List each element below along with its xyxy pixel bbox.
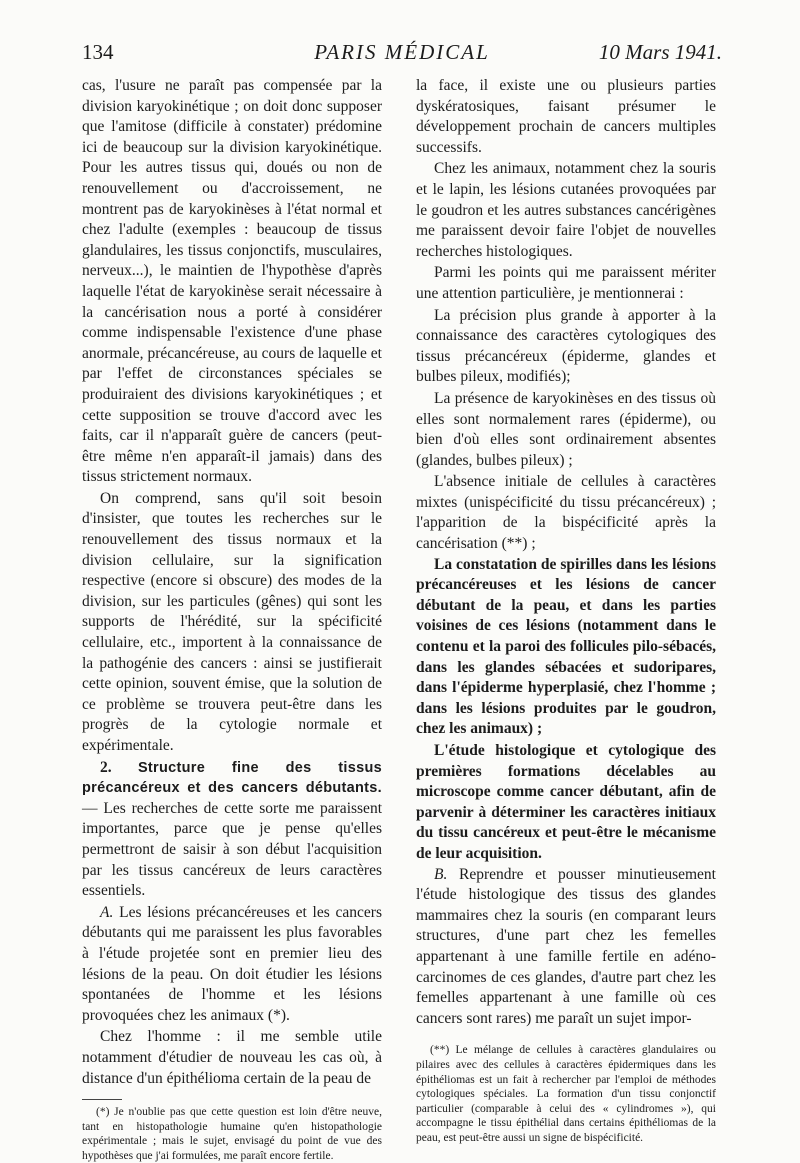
journal-title: PARIS MÉDICAL <box>314 40 490 64</box>
paragraph-text: Les lésions précancéreuses et les cancers débutants qui me paraissent les plus favorables à l'étude projetée sont en premier lieu des lésions de la peau. On doit étudier les lésions spontanées de l'homme et les lésions provoquées chez les animaux (*). <box>82 903 382 1024</box>
paragraph: cas, l'usure ne paraît pas compensée par la division karyokinétique ; on doit donc supposer que l'amitose (difficile à constater) prédomine ici de beaucoup sur la division karyokinétique. Pour les autres tissus qui, doués ou non de renouvellement ou d'accroissement, ne montrent pas de karyokinèses à l'état normal et chez l'adulte (exemples : beaucoup de tissus glandulaires, les tissus conjonctifs, musculaires, nerveux...), le maintien de l'hypothèse d'après laquelle l'état de karyokinèse serait nécessaire à la cancérisation nous a porté à considérer comme indispensable l'existence d'une phase anormale, précancéreuse, au cours de laquelle et par l'effet de circonstances spéciales se produiraient des divisions karyokinétiques ; et cette supposition se trouve d'accord avec les faits, car il n'apparaît guère de cancers (peut-être même n'en apparaît-il jamais) dans des tissus strictement normaux. <box>82 77 382 486</box>
bold-list <box>416 555 716 865</box>
issue-date: 10 Mars 1941. <box>598 40 722 64</box>
footnote-text: (*) Je n'oublie pas que cette question est loin d'être neuve, tant en histopathologie humaine qu'en histopathologie expérimentale ; mais le sujet, envisagé du point de vue des hypothèses que j'ai formulées, me paraît encore fertile. <box>82 1106 382 1162</box>
section-title: Structure fine des tissus précancéreux et des cancers débutants. <box>82 759 383 797</box>
right-column <box>416 76 716 1145</box>
paragraph: Parmi les points qui me paraissent mériter une attention particulière, je mentionnerai : <box>416 264 716 302</box>
footnote-divider <box>82 1099 122 1100</box>
paragraph: On comprend, sans qu'il soit besoin d'insister, que toutes les recherches sur le renouvellement des tissus normaux et la division cellulaire, sur la signification respective (encore si obscure) des modes de la division, sur les particules (gênes) qui sont les supports de l'hérédité, sur la spécificité cellulaire, etc., importent à la connaissance de la pathogénie des cancers : ainsi se justifierait cette opinion, souvent émise, que la solution de ce problème se trouvera peut-être dans les progrès de la cytologie normale et expérimentale. <box>82 489 382 754</box>
footnote <box>416 1043 716 1145</box>
footnote <box>82 1105 382 1163</box>
section-number: 2. <box>100 758 112 776</box>
list-item: La précision plus grande à apporter à la connaissance des caractères cytologiques des tissus précancéreux (épiderme, glandes et bulbes pileux, modifiés); <box>416 306 716 386</box>
paragraph-letter: B. <box>434 865 448 883</box>
paragraph-text: Reprendre et pousser minutieusement l'étude histologique des tissus des glandes mammaires chez la souris (en comparant leurs structures, d'une part chez les femelles appartenant à une famille fertile en adéno-carcinomes de ces glandes, d'autre part chez les femelles appartenant à une famille où ces cancers sont rares) me paraît un sujet impor- <box>416 865 716 1027</box>
list-item: La constatation de spirilles dans les lésions précancéreuses et les lésions de cancer débutant de la peau, et dans les parties voisines de ces lésions (notamment dans le contenu et la paroi des follicules pilo-sébacés, dans les glandes sébacées et sudoripares, dans l'épiderme hyperplasié, chez l'homme ; dans les lésions produites par le goudron, chez les animaux) ; <box>416 555 716 738</box>
list-item: L'étude histologique et cytologique des premières formations décelables au microscope comme cancer débutant, afin de parvenir à déterminer les caractères initiaux du tissu cancéreux et peut-être le mécanisme de leur acquisition. <box>416 742 716 862</box>
page-number: 134 <box>82 40 114 64</box>
section-text: — Les recherches de cette sorte me paraissent importantes, parce que je pense qu'elles permettront de saisir à son début l'acquisition par les tissus cancéreux de leurs caractères essentiels. <box>82 799 382 900</box>
footnote-text: (**) Le mélange de cellules à caractères glandulaires ou pilaires avec des cellules à caractères épidermiques dans les épithéliomas est un fait à rechercher par l'emploi de méthodes cytologiques spéciales. La formation d'un tissu conjonctif particulier (comparable à celui des « cylindromes »), qui accompagne le tissu épithélial dans certains épithéliomas de la peau, est peut-être aussi un signe de bispécificité. <box>416 1044 716 1144</box>
paragraph: Chez les animaux, notamment chez la souris et le lapin, les lésions cutanées provoquées par le goudron et les autres substances cancérigènes me paraissent devoir faire l'objet de nouvelles recherches histologiques. <box>416 160 716 260</box>
paragraph: la face, il existe une ou plusieurs parties dyskératosiques, faisant présumer le développement prochain de cancers multiples successifs. <box>416 77 716 156</box>
paragraph: Chez l'homme : il me semble utile notamment d'étudier de nouveau les cas où, à distance d'un épithélioma certain de la peau de <box>82 1028 382 1087</box>
list-item: L'absence initiale de cellules à caractères mixtes (unispécificité du tissu précancéreux) ; l'apparition de la bispécificité après la cancérisation (**) ; <box>416 473 716 553</box>
running-header <box>82 40 722 80</box>
paragraph-letter: A. <box>100 903 114 921</box>
paragraph-b <box>416 865 716 1030</box>
left-column <box>82 76 382 1163</box>
paragraph-a <box>82 903 382 1027</box>
section-paragraph <box>82 758 382 902</box>
list-item: La présence de karyokinèses en des tissus où elles sont normalement rares (épiderme), ou bien d'où elles sont ordinairement absentes (glandes, bulbes pileux) ; <box>416 389 716 469</box>
